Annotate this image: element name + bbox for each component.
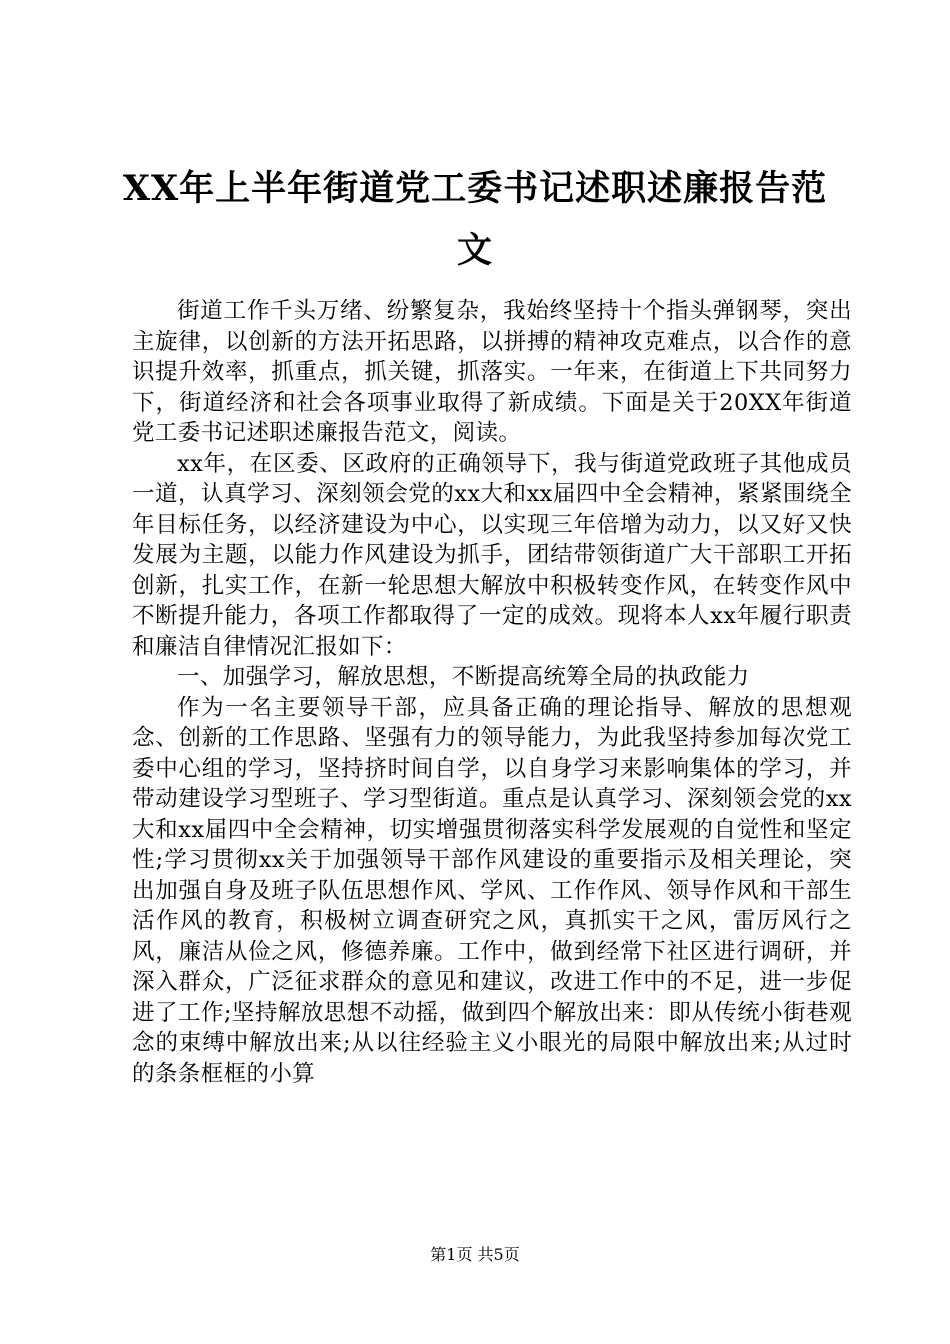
paragraph-study: 作为一名主要领导干部，应具备正确的理论指导、解放的思想观念、创新的工作思路、坚强有力的领导能力，为此我坚持参加每次党工委中心组的学习，坚持挤时间自学，以自身学习来影响集体的学习，并带动建设学习型班子、学习型街道。重点是认真学习、深刻领会党的xx大和xx届四中全会精神，切实增强贯彻落实科学发展观的自觉性和坚定性;学习贯彻xx关于加强领导干部作风建设的重要指示及相关理论，突出加强自身及班子队伍思想作风、学风、工作作风、领导作风和干部生活作风的教育，积极树立调查研究之风，真抓实干之风，雷厉风行之风，廉洁从俭之风，修德养廉。工作中，做到经常下社区进行调研，并深入群众，广泛征求群众的意见和建议，改进工作中的不足，进一步促进了工作;坚持解放思想不动摇，做到四个解放出来：即从传统小街巷观念的束缚中解放出来;从以往经验主义小眼光的局限中解放出来;从过时的条条框框的小算 bbox=[132, 694, 852, 1087]
page-footer: 第1页 共5页 bbox=[430, 1245, 520, 1264]
document-body bbox=[132, 296, 852, 1089]
paragraph-overview: xx年，在区委、区政府的正确领导下，我与街道党政班子其他成员一道，认真学习、深刻领会党的xx大和xx届四中全会精神，紧紧围绕全年目标任务，以经济建设为中心，以实现三年倍增为动力，以又好又快发展为主题，以能力作风建设为抓手，团结带领街道广大干部职工开拓创新，扎实工作，在新一轮思想大解放中积极转变作风，在转变作风中不断提升能力，各项工作都取得了一定的成效。现将本人xx年履行职责和廉洁自律情况汇报如下： bbox=[132, 450, 852, 660]
section-heading: 一、加强学习，解放思想，不断提高统筹全局的执政能力 bbox=[177, 664, 750, 690]
paragraph-intro: 街道工作千头万绪、纷繁复杂，我始终坚持十个指头弹钢琴，突出主旋律，以创新的方法开拓思路，以拼搏的精神攻克难点，以合作的意识提升效率，抓重点，抓关键，抓落实。一年来，在街道上下共同努力下，街道经济和社会各项事业取得了新成绩。下面是关于20XX年街道党工委书记述职述廉报告范文，阅读。 bbox=[132, 298, 852, 446]
document-title: XX年上半年街道党工委书记述职述廉报告范文 bbox=[122, 168, 828, 271]
